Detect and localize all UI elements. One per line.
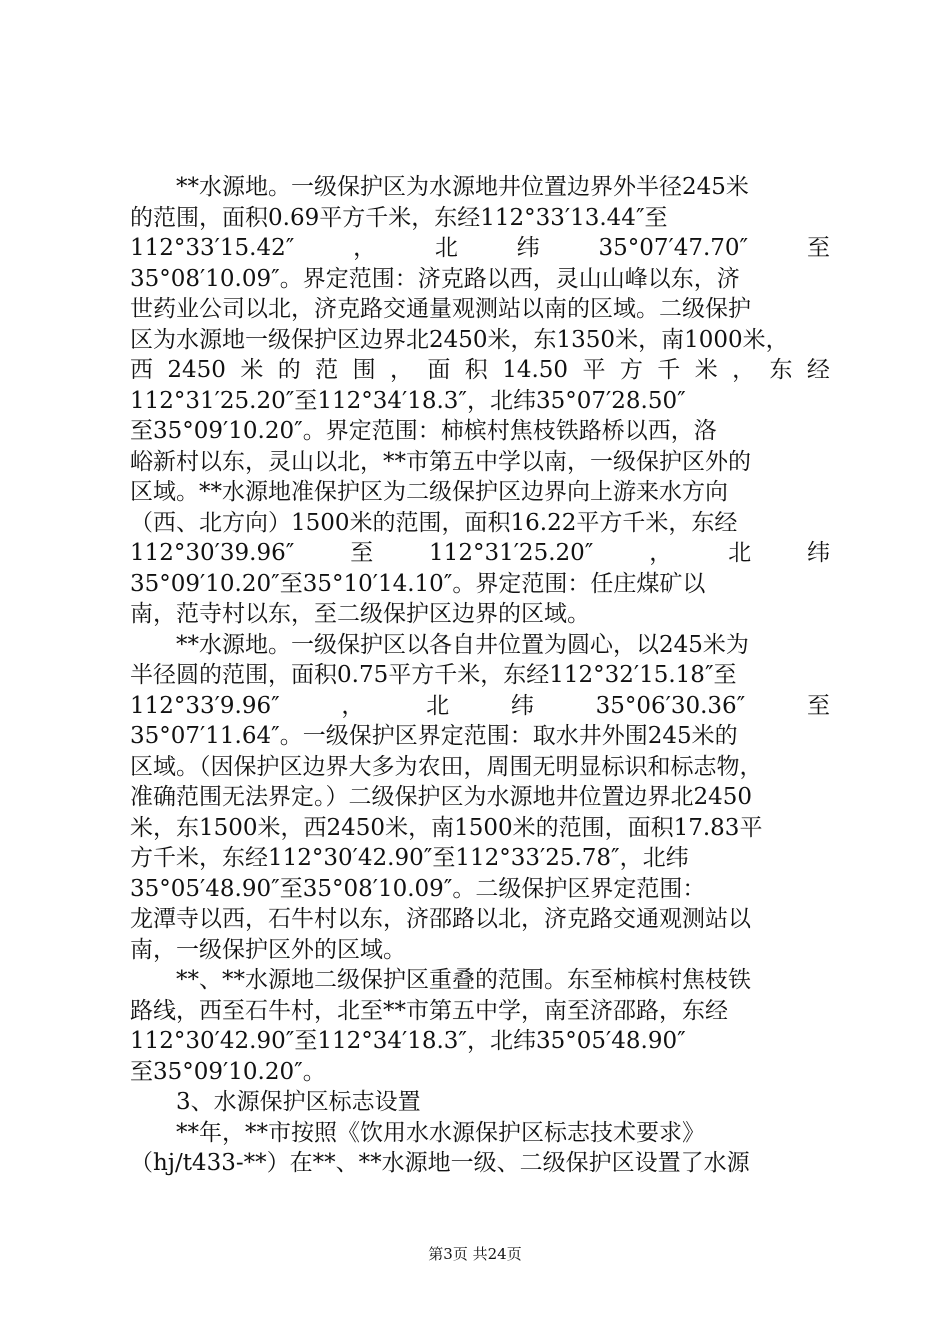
text-line: **年，**市按照《饮用水水源保护区标志技术要求》 [176,1119,705,1146]
text-line: 35°05′48.90″至35°08′10.09″。二级保护区界定范围： [130,875,706,902]
text-line: 龙潭寺以西，石牛村以东，济邵路以北，济克路交通观测站以 [130,906,751,932]
text-line: 峪新村以东，灵山以北，**市第五中学以南，一级保护区外的 [130,448,751,475]
text-line: （西、北方向）1500米的范围，面积16.22平方千米，东经 [130,509,738,536]
text-line: 西 2450 米 的 范 围 ， 面 积 14.50 平 方 千 米 ， 东 经 [130,357,830,383]
document-body [130,172,830,1179]
text-line: 至35°09′10.20″。 [130,1058,326,1085]
text-line: 112°33′15.42″ ， 北 纬 35°07′47.70″ 至 [130,235,830,261]
text-line: 世药业公司以北，济克路交通量观测站以南的区域。二级保护 [130,296,751,322]
text-line: 的范围，面积0.69平方千米，东经112°33′13.44″至 [130,204,668,231]
text-line: 区域。**水源地准保护区为二级保护区边界向上游来水方向 [130,479,728,505]
text-line: **、**水源地二级保护区重叠的范围。东至柿槟村焦枝铁 [176,967,751,993]
page-footer: 第3页 共24页 [428,1245,522,1263]
text-line: （hj/t433-**）在**、**水源地一级、二级保护区设置了水源 [130,1150,750,1176]
text-line: 112°33′9.96″ ， 北 纬 35°06′30.36″ 至 [130,692,830,719]
text-line: 米，东1500米，西2450米，南1500米的范围，面积17.83平 [130,814,763,841]
text-line: 3、水源保护区标志设置 [176,1089,421,1115]
text-line: 112°30′42.90″至112°34′18.3″，北纬35°05′48.90″ [130,1028,686,1054]
text-line: 112°30′39.96″ 至 112°31′25.20″ ， 北 纬 [130,540,830,566]
text-line: 南，范寺村以东，至二级保护区边界的区域。 [130,601,590,627]
text-line: 南，一级保护区外的区域。 [130,936,406,963]
text-line: 方千米，东经112°30′42.90″至112°33′25.78″，北纬 [130,845,689,871]
text-line: 准确范围无法界定。）二级保护区为水源地井位置边界北2450 [130,784,753,810]
text-line: 区域。（因保护区边界大多为农田，周围无明显标识和标志物， [130,753,763,780]
text-line: **水源地。一级保护区为水源地井位置边界外半径245米 [176,174,749,200]
text-line: **水源地。一级保护区以各自井位置为圆心，以245米为 [176,631,749,658]
text-line: 112°31′25.20″至112°34′18.3″，北纬35°07′28.50″ [130,387,686,414]
text-line: 35°08′10.09″。界定范围：济克路以西，灵山山峰以东，济 [130,265,740,292]
text-line: 35°07′11.64″。一级保护区界定范围：取水井外围245米的 [130,723,738,749]
text-line: 35°09′10.20″至35°10′14.10″。界定范围：任庄煤矿以 [130,570,706,597]
text-line: 路线，西至石牛村，北至**市第五中学，南至济邵路，东经 [130,997,728,1024]
text-line: 至35°09′10.20″。界定范围：柿槟村焦枝铁路桥以西，洛 [130,418,717,444]
text-line: 区为水源地一级保护区边界北2450米，东1350米，南1000米， [130,326,789,353]
text-line: 半径圆的范围，面积0.75平方千米，东经112°32′15.18″至 [130,662,737,688]
